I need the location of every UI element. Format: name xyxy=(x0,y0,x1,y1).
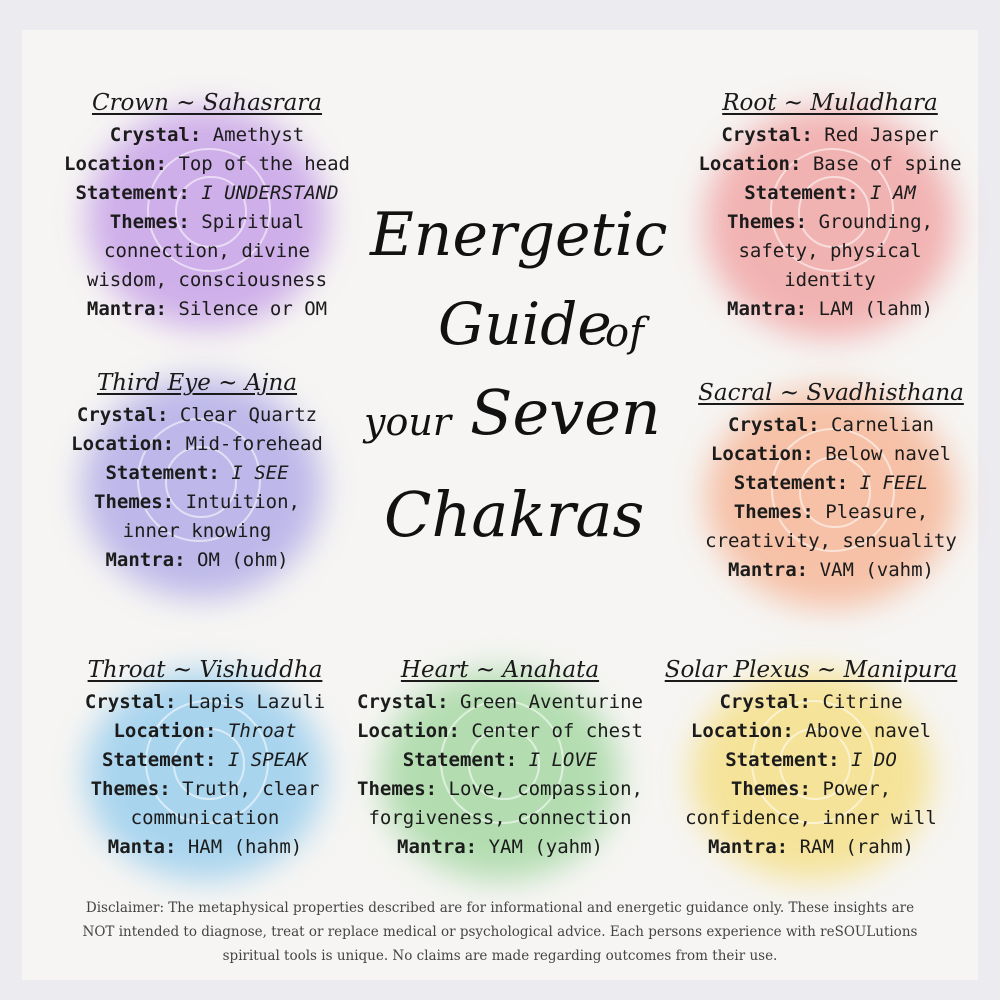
disclaimer-line-1: Disclaimer: The metaphysical properties described are for informational and energetic guidance only. These insights are xyxy=(85,900,915,916)
disclaimer xyxy=(62,896,938,968)
sacral-crystal: Crystal: Carnelian xyxy=(728,414,934,436)
root-themes-cont-2: identity xyxy=(784,269,876,291)
root-chakra-card xyxy=(675,88,985,324)
sacral-title: Sacral ~ Svadhisthana xyxy=(698,380,964,406)
sacral-statement: Statement: I FEEL xyxy=(733,472,929,494)
headline-word-chakras: Chakras xyxy=(384,478,645,551)
heart-statement: Statement: I LOVE xyxy=(402,749,598,771)
headline-word-energetic: Energetic xyxy=(370,200,668,270)
headline xyxy=(360,190,668,610)
crown-themes-cont-1: connection, divine xyxy=(104,240,310,262)
throat-themes-cont: communication xyxy=(130,807,280,829)
root-statement: Statement: I AM xyxy=(744,182,916,204)
solar-plexus-crystal: Crystal: Citrine xyxy=(719,691,903,713)
throat-crystal: Crystal: Lapis Lazuli xyxy=(84,691,326,713)
solar-plexus-title: Solar Plexus ~ Manipura xyxy=(664,657,958,683)
crown-themes: Themes: Spiritual xyxy=(109,211,305,233)
solar-plexus-chakra-card xyxy=(656,655,966,862)
sacral-location: Location: Below navel xyxy=(710,443,952,465)
root-mantra: Mantra: LAM (lahm) xyxy=(727,298,933,320)
headline-word-your: your xyxy=(364,400,451,444)
third-eye-chakra-card xyxy=(42,368,352,575)
third-eye-mantra: Mantra: OM (ohm) xyxy=(105,549,289,571)
throat-themes: Themes: Truth, clear xyxy=(90,778,320,800)
root-themes: Themes: Grounding, xyxy=(727,211,933,233)
crown-crystal: Crystal: Amethyst xyxy=(109,124,305,146)
root-location: Location: Base of spine xyxy=(698,153,962,175)
crown-chakra-card xyxy=(52,88,362,324)
third-eye-location: Location: Mid-forehead xyxy=(71,433,323,455)
headline-word-seven: Seven xyxy=(470,376,661,449)
solar-plexus-location: Location: Above navel xyxy=(690,720,932,742)
crown-title: Crown ~ Sahasrara xyxy=(91,90,323,116)
root-title: Root ~ Muladhara xyxy=(722,90,938,116)
sacral-mantra: Mantra: VAM (vahm) xyxy=(728,559,934,581)
heart-title: Heart ~ Anahata xyxy=(400,657,600,683)
heart-crystal: Crystal: Green Aventurine xyxy=(357,691,643,713)
headline-word-guide: Guide xyxy=(438,290,612,358)
throat-chakra-card xyxy=(50,655,360,862)
root-themes-cont-1: safety, physical xyxy=(738,240,922,262)
root-crystal: Crystal: Red Jasper xyxy=(721,124,939,146)
sacral-themes: Themes: Pleasure, xyxy=(733,501,929,523)
crown-mantra: Mantra: Silence or OM xyxy=(86,298,328,320)
crown-location: Location: Top of the head xyxy=(64,153,350,175)
sacral-themes-cont: creativity, sensuality xyxy=(705,530,957,552)
throat-mantra: Manta: HAM (hahm) xyxy=(107,836,303,858)
heart-chakra-card xyxy=(345,655,655,862)
headline-word-of: of xyxy=(605,310,644,356)
third-eye-themes-cont: inner knowing xyxy=(122,520,272,542)
solar-plexus-themes: Themes: Power, xyxy=(730,778,892,800)
solar-plexus-themes-cont: confidence, inner will xyxy=(685,807,937,829)
third-eye-title: Third Eye ~ Ajna xyxy=(96,370,298,396)
heart-mantra: Mantra: YAM (yahm) xyxy=(397,836,603,858)
third-eye-themes: Themes: Intuition, xyxy=(94,491,300,513)
crown-statement: Statement: I UNDERSTAND xyxy=(75,182,339,204)
solar-plexus-mantra: Mantra: RAM (rahm) xyxy=(708,836,914,858)
heart-themes-cont: forgiveness, connection xyxy=(368,807,632,829)
solar-plexus-statement: Statement: I DO xyxy=(725,749,897,771)
disclaimer-line-3: spiritual tools is unique. No claims are made regarding outcomes from their use. xyxy=(222,948,778,964)
throat-location: Location: Throat xyxy=(113,720,297,742)
third-eye-crystal: Crystal: Clear Quartz xyxy=(76,404,318,426)
heart-location: Location: Center of chest xyxy=(357,720,643,742)
third-eye-statement: Statement: I SEE xyxy=(105,462,289,484)
throat-title: Throat ~ Vishuddha xyxy=(87,657,323,683)
sacral-chakra-card xyxy=(676,378,986,585)
disclaimer-line-2: NOT intended to diagnose, treat or replace medical or psychological advice. Each persons experience with reSOULutions xyxy=(82,924,918,940)
infographic-page xyxy=(22,30,978,980)
heart-themes: Themes: Love, compassion, xyxy=(357,778,643,800)
crown-themes-cont-2: wisdom, consciousness xyxy=(86,269,328,291)
throat-statement: Statement: I SPEAK xyxy=(102,749,308,771)
